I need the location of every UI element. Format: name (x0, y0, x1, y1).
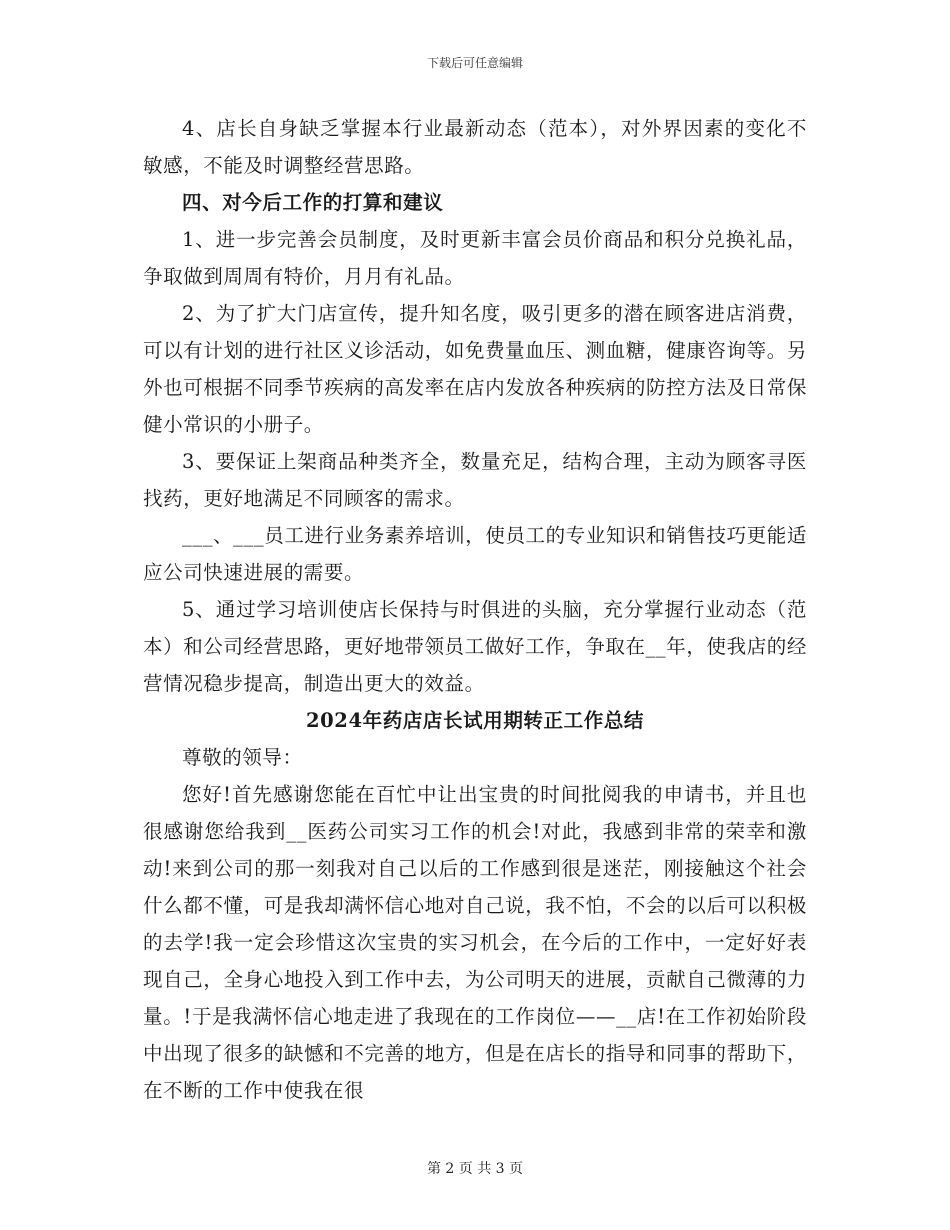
paragraph-suggestion-4: ___、___员工进行业务素养培训，使员工的专业知识和销售技巧更能适应公司快速进展的需要。 (143, 524, 807, 584)
document-body (143, 110, 807, 1109)
paragraph-suggestion-1: 1、进一步完善会员制度，及时更新丰富会员价商品和积分兑换礼品，争取做到周周有特价，月月有礼品。 (143, 228, 807, 288)
section-heading: 四、对今后工作的打算和建议 (182, 191, 444, 214)
paragraph-body: 您好!首先感谢您能在百忙中让出宝贵的时间批阅我的申请书，并且也很感谢您给我到__医药公司实习工作的机会!对此，我感到非常的荣幸和激动!来到公司的那一刻我对自己以后的工作感到很是迷茫，刚接触这个社会什么都不懂，可是我却满怀信心地对自己说，我不怕，不会的以后可以积极的去学!我一定会珍惜这次宝贵的实习机会，在今后的工作中，一定好好表现自己，全身心地投入到工作中去，为公司明天的进展，贡献自己微薄的力量。!于是我满怀信心地走进了我现在的工作岗位——__店!在工作初始阶段中出现了很多的缺憾和不完善的地方，但是在店长的指导和同事的帮助下，在不断的工作中使我在很 (143, 783, 807, 1102)
paragraph-suggestion-2: 2、为了扩大门店宣传，提升知名度，吸引更多的潜在顾客进店消费，可以有计划的进行社区义诊活动，如免费量血压、测血糖，健康咨询等。另外也可根据不同季节疾病的高发率在店内发放各种疾病的防控方法及日常保健小常识的小册子。 (143, 302, 807, 436)
salutation: 尊敬的领导： (182, 746, 303, 769)
paragraph-item-4: 4、店长自身缺乏掌握本行业最新动态（范本），对外界因素的变化不敏感，不能及时调整经营思路。 (143, 117, 807, 177)
page-footer: 第 2 页 共 3 页 (426, 1161, 524, 1177)
paragraph-suggestion-5: 5、通过学习培训使店长保持与时俱进的头脑，充分掌握行业动态（范本）和公司经营思路，更好地带领员工做好工作，争取在__年，使我店的经营情况稳步提高，制造出更大的效益。 (143, 598, 807, 695)
page-header: 下载后可任意编辑 (426, 56, 523, 70)
document-title: 2024年药店店长试用期转正工作总结 (305, 709, 645, 732)
paragraph-suggestion-3: 3、要保证上架商品种类齐全，数量充足，结构合理，主动为顾客寻医找药，更好地满足不同顾客的需求。 (143, 450, 807, 510)
